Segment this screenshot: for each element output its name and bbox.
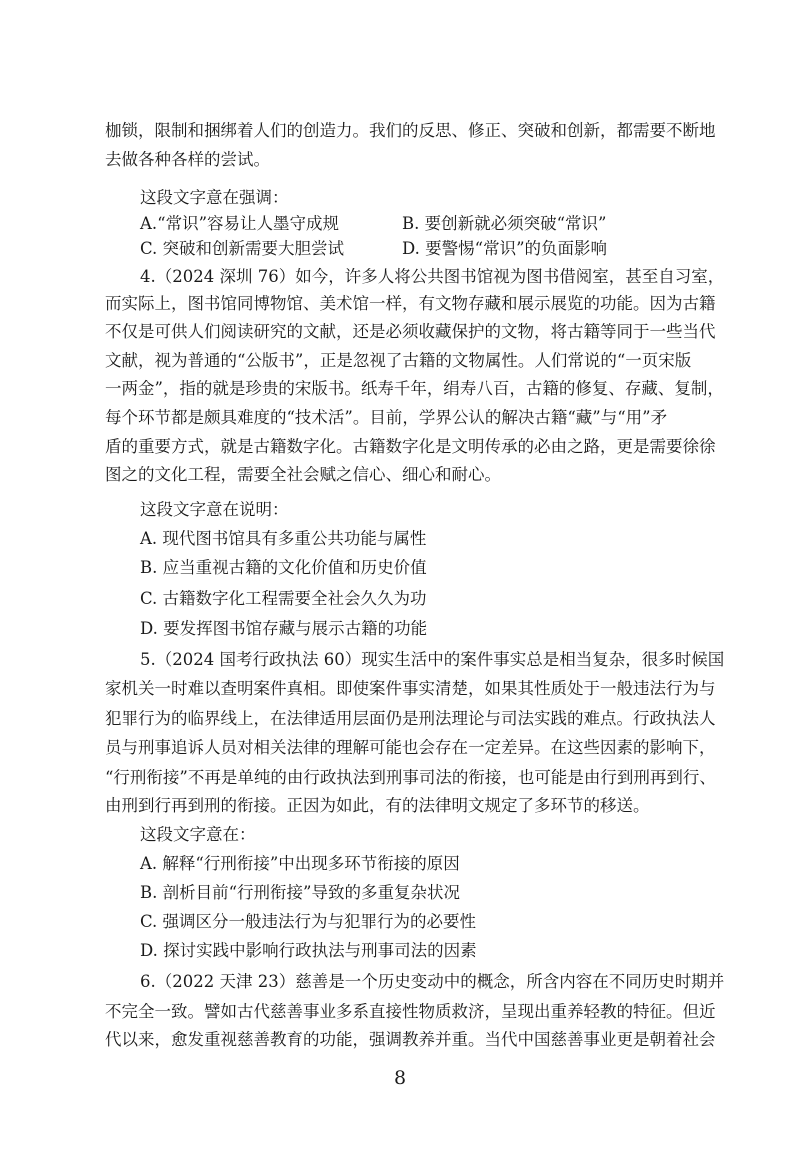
option-a: A. 解释“行刑衔接”中出现多环节衔接的原因 <box>140 854 460 873</box>
option-b: B. 剖析目前“行刑衔接”导致的多重复杂状况 <box>140 883 460 902</box>
text-line: 每个环节都是颇具难度的“技术活”。目前，学界公认的解决古籍“藏”与“用”矛 <box>105 408 668 427</box>
option-c: C. 古籍数字化工程需要全社会久久为功 <box>140 589 427 608</box>
text-line: “行刑衔接”不再是单纯的由行政执法到刑事司法的衔接，也可能是由行到刑再到行、 <box>105 768 716 787</box>
text-line: 一两金”，指的就是珍贵的宋版书。纸寿千年，绢寿八百，古籍的修复、存藏、复制， <box>105 379 724 398</box>
text-line: 员与刑事追诉人员对相关法律的理解可能也会存在一定差异。在这些因素的影响下， <box>105 738 716 757</box>
option-c: C. 突破和创新需要大胆尝试 <box>140 239 345 258</box>
option-b: B. 要创新就必须突破“常识” <box>402 214 607 233</box>
option-c: C. 强调区分一般违法行为与犯罪行为的必要性 <box>140 912 477 931</box>
option-d: D. 要发挥图书馆存藏与展示古籍的功能 <box>140 619 428 638</box>
text-line: 文献，视为普通的“公版书”，正是忽视了古籍的文物属性。人们常说的“一页宋版 <box>105 351 692 370</box>
page-number: 8 <box>393 1067 407 1089</box>
text-line: 由刑到行再到刑的衔接。正因为如此，有的法律明文规定了多环节的移送。 <box>105 796 650 815</box>
option-d: D. 探讨实践中影响行政执法与刑事司法的因素 <box>140 941 477 960</box>
text-line: 去做各种各样的尝试。 <box>105 150 270 169</box>
text-line: 犯罪行为的临界线上，在法律适用层面仍是刑法理论与司法实践的难点。行政执法人 <box>105 709 716 728</box>
text-line: 不完全一致。譬如古代慈善事业多系直接性物质救济，呈现出重养轻教的特征。但近 <box>105 1002 716 1021</box>
option-a: A. 现代图书馆具有多重公共功能与属性 <box>140 529 427 548</box>
text-line: 枷锁，限制和捆绑着人们的创造力。我们的反思、修正、突破和创新，都需要不断地 <box>105 121 716 140</box>
text-line: 代以来，愈发重视慈善教育的功能，强调教养并重。当代中国慈善事业更是朝着社会 <box>105 1030 716 1049</box>
option-d: D. 要警惕“常识”的负面影响 <box>402 239 608 258</box>
question-prompt: 这段文字意在： <box>140 825 256 844</box>
text-line: 而实际上，图书馆同博物馆、美术馆一样，有文物存藏和展示展览的功能。因为古籍 <box>105 294 716 313</box>
question-4-heading: 4.（2024 深圳 76）如今，许多人将公共图书馆视为图书借阅室，甚至自习室， <box>140 267 725 286</box>
question-prompt: 这段文字意在说明： <box>140 500 289 519</box>
question-prompt: 这段文字意在强调： <box>140 188 289 207</box>
question-5-heading: 5.（2024 国考行政执法 60）现实生活中的案件事实总是相当复杂，很多时候国 <box>140 650 725 669</box>
option-a: A.“常识”容易让人墨守成规 <box>140 214 340 233</box>
question-6-heading: 6.（2022 天津 23）慈善是一个历史变动中的概念，所含内容在不同历史时期并 <box>140 972 725 991</box>
text-line: 图之的文化工程，需要全社会赋之信心、细心和耐心。 <box>105 465 501 484</box>
text-line: 家机关一时难以查明案件真相。即使案件事实清楚，如果其性质处于一般违法行为与 <box>105 679 716 698</box>
text-line: 盾的重要方式，就是古籍数字化。古籍数字化是文明传承的必由之路，更是需要徐徐 <box>105 437 716 456</box>
option-b: B. 应当重视古籍的文化价值和历史价值 <box>140 558 427 577</box>
text-line: 不仅是可供人们阅读研究的文献，还是必须收藏保护的文物，将古籍等同于一些当代 <box>105 322 716 341</box>
